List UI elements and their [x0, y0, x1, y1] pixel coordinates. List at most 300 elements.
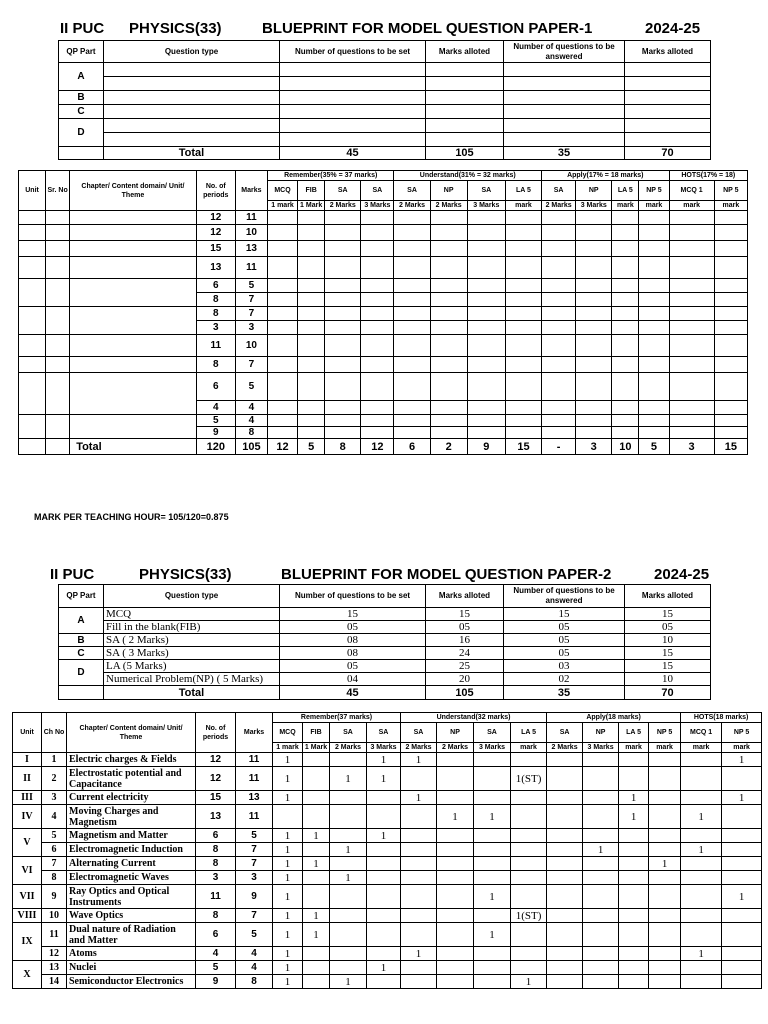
count-cell: [394, 211, 430, 225]
subcol-type: LA 5: [505, 181, 541, 201]
questions-set: 08: [280, 634, 426, 647]
count-cell: [542, 321, 576, 335]
count-cell: [474, 829, 511, 843]
count-cell: [361, 357, 394, 373]
paper1-summary-table: [58, 40, 711, 160]
count-cell: [722, 923, 762, 947]
count-cell: [437, 961, 474, 975]
count-cell: [267, 357, 297, 373]
total-marks-answered: 70: [625, 147, 711, 160]
table-row: [13, 767, 762, 791]
periods-cell: 8: [196, 357, 235, 373]
marks-alloted: 15: [426, 608, 504, 621]
unit-cell: III: [13, 791, 42, 805]
marks-cell: 13: [235, 241, 267, 257]
count-cell: [612, 415, 639, 427]
count-cell: 1: [330, 843, 367, 857]
subcol-marks: mark: [511, 743, 547, 753]
marks-cell: 5: [236, 923, 273, 947]
col-unit: Unit: [13, 713, 42, 753]
count-cell: [394, 293, 430, 307]
unit-cell: [19, 439, 46, 455]
col-questions-answered: Number of questions to be answered: [504, 585, 625, 608]
count-cell: [437, 857, 474, 871]
table-row: [19, 225, 748, 241]
sr-cell: [46, 415, 70, 439]
count-cell: [474, 857, 511, 871]
marks-cell: 7: [235, 307, 267, 321]
ch-cell: 1: [42, 753, 67, 767]
count-cell: [367, 805, 401, 829]
count-cell: [467, 307, 505, 321]
count-cell: 1: [273, 909, 303, 923]
count-cell: [639, 307, 669, 321]
ch-cell: 3: [42, 791, 67, 805]
subcol-type: LA 5: [619, 723, 649, 743]
chapter-cell: Magnetism and Matter: [67, 829, 196, 843]
subcol-type: NP: [583, 723, 619, 743]
chapter-cell: [70, 211, 197, 225]
count-cell: [714, 225, 747, 241]
question-type: MCQ: [104, 608, 280, 621]
count-cell: [612, 225, 639, 241]
count-cell: [367, 923, 401, 947]
count-cell: [505, 241, 541, 257]
subcol-type: LA 5: [511, 723, 547, 743]
count-cell: 1: [273, 767, 303, 791]
count-cell: 1: [474, 885, 511, 909]
count-cell: [669, 225, 714, 241]
subcol-marks: 2 Marks: [542, 201, 576, 211]
count-cell: [394, 257, 430, 279]
count-cell: [639, 279, 669, 293]
count-cell: [583, 767, 619, 791]
sr-cell: [46, 241, 70, 257]
count-cell: [547, 857, 583, 871]
ch-cell: 10: [42, 909, 67, 923]
summary-row: [59, 660, 711, 673]
count-cell: [474, 947, 511, 961]
paper1-blueprint-table: [18, 170, 748, 455]
count-cell: 1: [649, 857, 681, 871]
count-cell: [430, 427, 467, 439]
count-cell: [267, 257, 297, 279]
table-row: [13, 857, 762, 871]
total-marks: 105: [426, 686, 504, 700]
table-row: [19, 307, 748, 321]
count-cell: [267, 415, 297, 427]
periods-cell: 9: [196, 975, 236, 989]
count-cell: 1: [273, 885, 303, 909]
count-cell: [639, 293, 669, 307]
group-understand: Understand(31% = 32 marks): [394, 171, 542, 181]
count-cell: [430, 415, 467, 427]
count-cell: [681, 791, 722, 805]
count-cell: [267, 427, 297, 439]
marks-alloted-answered: 05: [625, 621, 711, 634]
count-cell: [511, 753, 547, 767]
sr-cell: [46, 257, 70, 279]
unit-cell: [19, 335, 46, 357]
marks-cell: 4: [236, 947, 273, 961]
count-cell: [361, 415, 394, 427]
group-apply: Apply(18 marks): [547, 713, 681, 723]
count-cell: [303, 767, 330, 791]
part-label: B: [59, 634, 104, 647]
count-cell: [547, 909, 583, 923]
count-cell: 1: [367, 753, 401, 767]
marks-cell: 4: [235, 415, 267, 427]
summary-row: [59, 673, 711, 686]
count-cell: [714, 241, 747, 257]
unit-cell: IX: [13, 923, 42, 961]
count-cell: [714, 211, 747, 225]
col-qp-part: QP Part: [59, 585, 104, 608]
col-marks-alloted: Marks alloted: [426, 585, 504, 608]
table-row: [19, 335, 748, 357]
count-cell: [669, 293, 714, 307]
marks-cell: 7: [235, 293, 267, 307]
count-cell: [394, 225, 430, 241]
count-cell: [298, 225, 325, 241]
subcol-marks: mark: [612, 201, 639, 211]
count-cell: 1: [511, 975, 547, 989]
col-question-type: Question type: [104, 41, 280, 63]
count-cell: [583, 909, 619, 923]
count-cell: [437, 975, 474, 989]
subcol-type: NP 5: [722, 723, 762, 743]
marks-cell: 8: [235, 427, 267, 439]
col-question-type: Question type: [104, 585, 280, 608]
count-cell: 1: [619, 791, 649, 805]
count-cell: [583, 805, 619, 829]
count-cell: [401, 843, 437, 857]
subcol-type: FIB: [303, 723, 330, 743]
subcol-marks: 3 Marks: [474, 743, 511, 753]
subcol-type: NP: [430, 181, 467, 201]
count-cell: [619, 857, 649, 871]
count-cell: 1: [619, 805, 649, 829]
subcol-type: MCQ: [273, 723, 303, 743]
count-cell: [669, 211, 714, 225]
question-type: Fill in the blank(FIB): [104, 621, 280, 634]
total-set: 45: [280, 686, 426, 700]
count-cell: [649, 829, 681, 843]
count-cell: [511, 805, 547, 829]
paper1-heading: BLUEPRINT FOR MODEL QUESTION PAPER-1: [262, 20, 593, 37]
count-cell: [583, 857, 619, 871]
count-cell: [394, 321, 430, 335]
unit-cell: IV: [13, 805, 42, 829]
count-cell: [474, 909, 511, 923]
ch-cell: 5: [42, 829, 67, 843]
chapter-cell: [70, 257, 197, 279]
count-cell: 1: [273, 843, 303, 857]
marks-alloted: 05: [426, 621, 504, 634]
count-cell: [267, 279, 297, 293]
count-cell: [430, 211, 467, 225]
count-cell: [681, 909, 722, 923]
count-cell: [649, 871, 681, 885]
chapter-cell: Alternating Current: [67, 857, 196, 871]
subcol-type: NP: [437, 723, 474, 743]
count-cell: [547, 947, 583, 961]
ch-cell: 7: [42, 857, 67, 871]
group-remember: Remember(35% = 37 marks): [267, 171, 393, 181]
count-cell: [401, 871, 437, 885]
count-cell: [619, 871, 649, 885]
table-row: [13, 843, 762, 857]
total-value: 12: [361, 439, 394, 455]
count-cell: [361, 293, 394, 307]
questions-set: 05: [280, 660, 426, 673]
table-row: [19, 415, 748, 427]
count-cell: [669, 335, 714, 357]
count-cell: [394, 415, 430, 427]
count-cell: [325, 279, 361, 293]
count-cell: [722, 829, 762, 843]
count-cell: [639, 321, 669, 335]
count-cell: [542, 307, 576, 321]
count-cell: [430, 279, 467, 293]
count-cell: [576, 225, 612, 241]
questions-answered: 05: [504, 621, 625, 634]
count-cell: 1: [474, 923, 511, 947]
count-cell: 1: [401, 753, 437, 767]
count-cell: [639, 427, 669, 439]
subcol-type: MCQ: [267, 181, 297, 201]
group-apply: Apply(17% = 18 marks): [542, 171, 669, 181]
count-cell: [669, 257, 714, 279]
questions-answered: 05: [504, 634, 625, 647]
unit-cell: [19, 225, 46, 241]
count-cell: [669, 321, 714, 335]
count-cell: [367, 871, 401, 885]
paper2-course: II PUC: [50, 566, 95, 583]
marks-cell: 8: [236, 975, 273, 989]
periods-cell: 5: [196, 415, 235, 427]
unit-cell: [19, 357, 46, 373]
count-cell: [330, 791, 367, 805]
count-cell: [325, 257, 361, 279]
chapter-cell: [70, 279, 197, 307]
count-cell: [303, 961, 330, 975]
count-cell: [267, 321, 297, 335]
chapter-cell: [70, 373, 197, 415]
subcol-type: NP: [576, 181, 612, 201]
table-row: [13, 885, 762, 909]
count-cell: [430, 307, 467, 321]
count-cell: [511, 885, 547, 909]
count-cell: [722, 975, 762, 989]
periods-cell: 12: [196, 753, 236, 767]
count-cell: [612, 307, 639, 321]
count-cell: [722, 805, 762, 829]
marks-cell: 3: [235, 321, 267, 335]
subcol-marks: 2 Marks: [394, 201, 430, 211]
count-cell: [437, 909, 474, 923]
count-cell: [467, 415, 505, 427]
count-cell: 1: [401, 947, 437, 961]
count-cell: [394, 373, 430, 401]
count-cell: [576, 357, 612, 373]
count-cell: [547, 975, 583, 989]
subcol-type: FIB: [298, 181, 325, 201]
count-cell: [298, 401, 325, 415]
count-cell: [325, 415, 361, 427]
count-cell: [681, 767, 722, 791]
count-cell: [542, 293, 576, 307]
paper2-blueprint-table: [12, 712, 762, 989]
count-cell: [612, 321, 639, 335]
col-sr-no: Sr. No: [46, 171, 70, 211]
col-periods: No. of periods: [196, 713, 236, 753]
table-row: [19, 279, 748, 293]
count-cell: [576, 401, 612, 415]
count-cell: [583, 961, 619, 975]
col-unit: Unit: [19, 171, 46, 211]
count-cell: [430, 257, 467, 279]
count-cell: [669, 373, 714, 401]
count-cell: [401, 829, 437, 843]
part-label: D: [59, 660, 104, 686]
count-cell: [576, 335, 612, 357]
chapter-cell: [70, 225, 197, 241]
count-cell: [298, 241, 325, 257]
count-cell: [330, 857, 367, 871]
count-cell: [619, 767, 649, 791]
total-label: Total: [104, 686, 280, 700]
total-label: Total: [104, 147, 280, 160]
marks-cell: 7: [236, 909, 273, 923]
summary-row: [59, 608, 711, 621]
marks-alloted: 16: [426, 634, 504, 647]
count-cell: [669, 415, 714, 427]
total-value: 8: [325, 439, 361, 455]
count-cell: [474, 871, 511, 885]
count-cell: [619, 961, 649, 975]
subcol-type: SA: [474, 723, 511, 743]
count-cell: [669, 427, 714, 439]
count-cell: [542, 427, 576, 439]
count-cell: [542, 373, 576, 401]
subcol-marks: 2 Marks: [547, 743, 583, 753]
count-cell: [298, 257, 325, 279]
table-row: [19, 257, 748, 279]
count-cell: [401, 857, 437, 871]
count-cell: [467, 211, 505, 225]
unit-cell: VI: [13, 857, 42, 885]
count-cell: [437, 843, 474, 857]
chapter-cell: [70, 335, 197, 357]
total-value: -: [542, 439, 576, 455]
ch-cell: 13: [42, 961, 67, 975]
chapter-cell: Electrostatic potential and Capacitance: [67, 767, 196, 791]
table-row: [13, 909, 762, 923]
table-row: [13, 791, 762, 805]
subcol-marks: mark: [669, 201, 714, 211]
chapter-cell: Electric charges & Fields: [67, 753, 196, 767]
table-row: [19, 241, 748, 257]
col-qp-part: QP Part: [59, 41, 104, 63]
count-cell: [547, 829, 583, 843]
count-cell: [722, 909, 762, 923]
count-cell: [639, 211, 669, 225]
count-cell: [298, 373, 325, 401]
periods-cell: 11: [196, 335, 235, 357]
count-cell: [619, 885, 649, 909]
count-cell: [303, 947, 330, 961]
table-row: [19, 211, 748, 225]
count-cell: [612, 357, 639, 373]
count-cell: [367, 947, 401, 961]
subcol-marks: mark: [722, 743, 762, 753]
count-cell: [401, 767, 437, 791]
col-marks-alloted-answered: Marks alloted: [625, 585, 711, 608]
count-cell: [714, 257, 747, 279]
questions-answered: 03: [504, 660, 625, 673]
count-cell: [576, 307, 612, 321]
count-cell: [542, 257, 576, 279]
count-cell: [267, 401, 297, 415]
count-cell: [511, 843, 547, 857]
count-cell: [511, 947, 547, 961]
count-cell: [649, 843, 681, 857]
chapter-cell: Nuclei: [67, 961, 196, 975]
sr-cell: [46, 279, 70, 307]
count-cell: 1: [273, 947, 303, 961]
paper1-year: 2024-25: [645, 20, 701, 37]
subcol-marks: mark: [681, 743, 722, 753]
periods-cell: 4: [196, 947, 236, 961]
marks-cell: 7: [235, 357, 267, 373]
count-cell: [619, 829, 649, 843]
marks-cell: 11: [236, 767, 273, 791]
count-cell: [722, 871, 762, 885]
count-cell: [681, 829, 722, 843]
subcol-type: SA: [361, 181, 394, 201]
count-cell: [583, 753, 619, 767]
count-cell: [401, 975, 437, 989]
count-cell: [681, 975, 722, 989]
count-cell: [583, 791, 619, 805]
sr-cell: [46, 373, 70, 415]
count-cell: [361, 211, 394, 225]
count-cell: [437, 885, 474, 909]
marks-alloted: 24: [426, 647, 504, 660]
count-cell: [430, 321, 467, 335]
count-cell: [467, 335, 505, 357]
count-cell: [325, 307, 361, 321]
ch-cell: 6: [42, 843, 67, 857]
subcol-marks: 1 mark: [273, 743, 303, 753]
count-cell: [639, 373, 669, 401]
count-cell: [298, 321, 325, 335]
count-cell: [467, 321, 505, 335]
count-cell: [394, 307, 430, 321]
periods-cell: 8: [196, 909, 236, 923]
part-label: C: [59, 105, 104, 119]
count-cell: [511, 961, 547, 975]
chapter-cell: Ray Optics and Optical Instruments: [67, 885, 196, 909]
subcol-marks: 3 Marks: [583, 743, 619, 753]
count-cell: [649, 947, 681, 961]
count-cell: [361, 241, 394, 257]
table-row: [13, 961, 762, 975]
count-cell: [583, 829, 619, 843]
marks-alloted: 20: [426, 673, 504, 686]
periods-cell: 3: [196, 871, 236, 885]
